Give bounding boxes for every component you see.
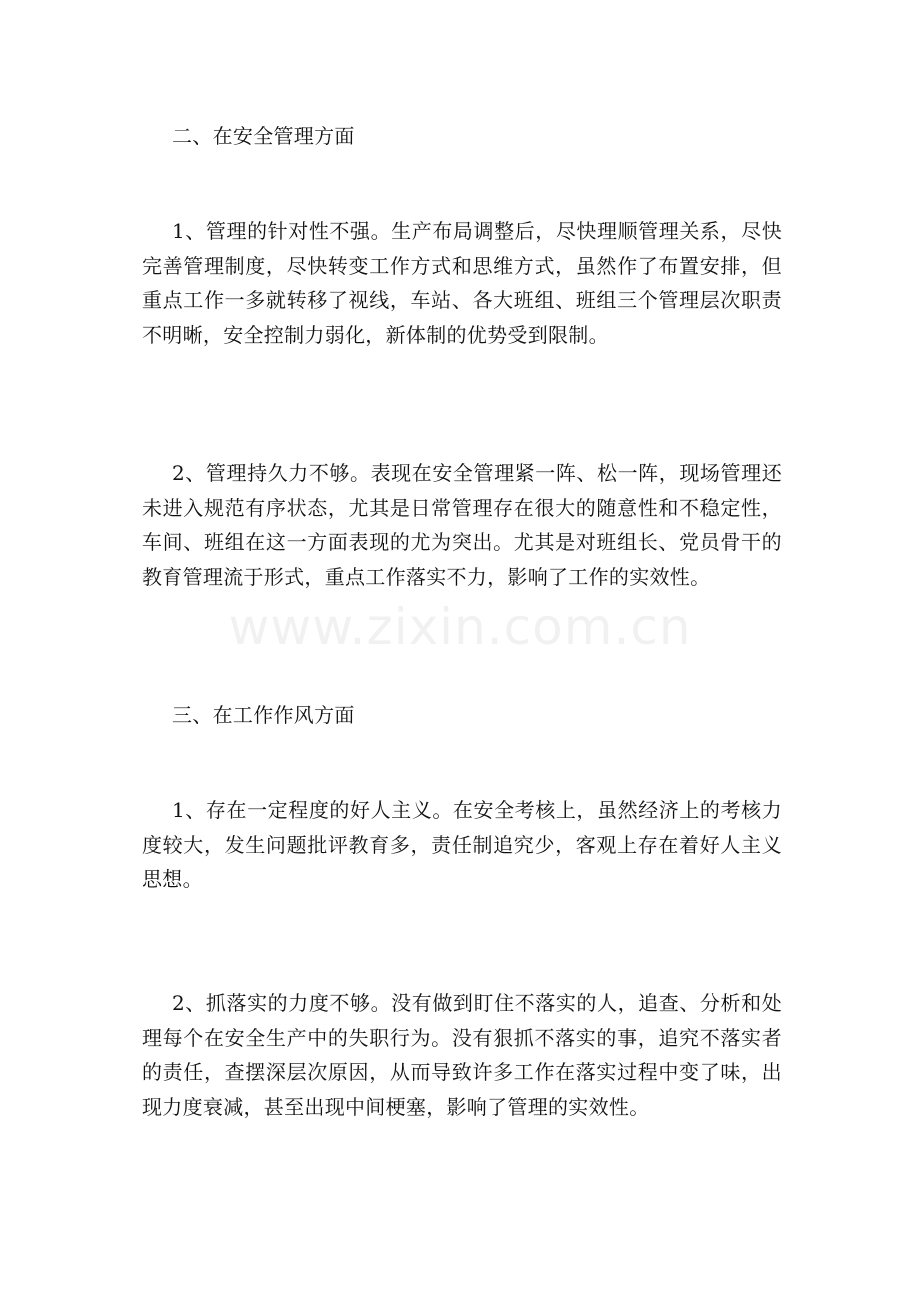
section-heading-work-style: 三、在工作作风方面	[172, 703, 355, 727]
paragraph-safety-management-2: 2、管理持久力不够。表现在安全管理紧一阵、松一阵，现场管理还未进入规范有序状态，尤其是日常管理存在很大的随意性和不稳定性，车间、班组在这一方面表现的尤为突出。尤其是对班组长、党员骨干的教育管理流于形式，重点工作落实不力，影响了工作的实效性。	[142, 461, 782, 589]
section-heading-safety-management: 二、在安全管理方面	[172, 124, 355, 148]
paragraph-work-style-2: 2、抓落实的力度不够。没有做到盯住不落实的人，追查、分析和处理每个在安全生产中的失职行为。没有狠抓不落实的事，追究不落实者的责任，查摆深层次原因，从而导致许多工作在落实过程中变了味，出现力度衰减，甚至出现中间梗塞，影响了管理的实效性。	[142, 991, 782, 1119]
paragraph-safety-management-1: 1、管理的针对性不强。生产布局调整后，尽快理顺管理关系，尽快完善管理制度，尽快转变工作方式和思维方式，虽然作了布置安排，但重点工作一多就转移了视线，车站、各大班组、班组三个管理层次职责不明晰，安全控制力弱化，新体制的优势受到限制。	[142, 219, 782, 347]
paragraph-work-style-1: 1、存在一定程度的好人主义。在安全考核上，虽然经济上的考核力度较大，发生问题批评教育多，责任制追究少，客观上存在着好人主义思想。	[142, 798, 782, 891]
watermark-text: www.zixin.com.cn	[228, 598, 692, 656]
